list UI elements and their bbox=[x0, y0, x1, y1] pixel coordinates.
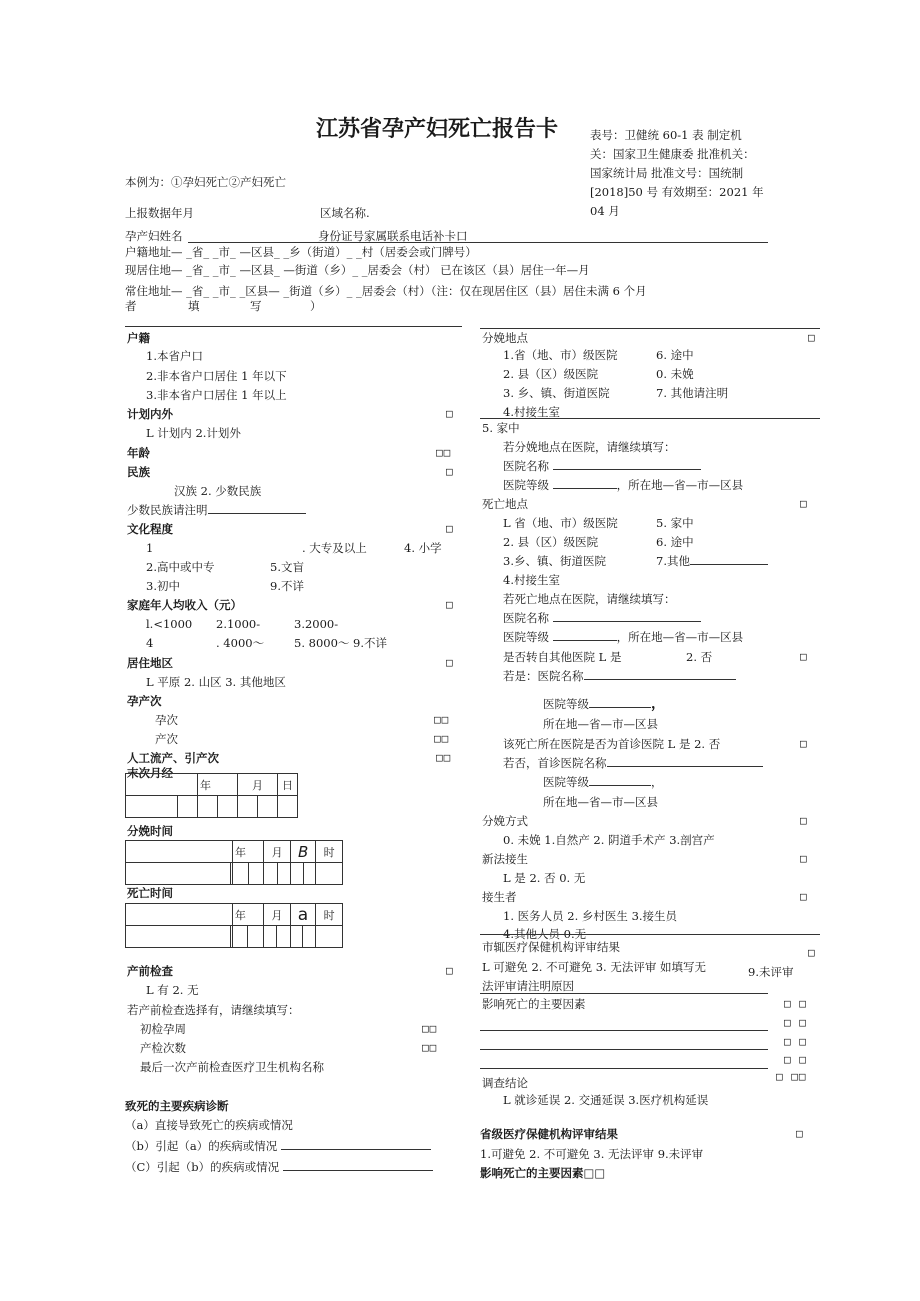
edu-option: 2.高中或中专 bbox=[146, 560, 215, 574]
cause-c-label: （C）引起（b）的疾病或情况 bbox=[125, 1160, 280, 1174]
death-hospital-level-label: 医院等级 bbox=[503, 630, 549, 644]
delivery-place-option: 4.村接生室 bbox=[503, 405, 560, 419]
grid-cell[interactable] bbox=[126, 863, 231, 885]
survey-options: L 就诊延误 2. 交通延误 3.医疗机构延误 bbox=[503, 1093, 709, 1107]
edu-option: 1 bbox=[146, 541, 154, 555]
delivery-mode-options: 0. 未娩 1.自然产 2. 阴道手术产 3.剖宫产 bbox=[503, 833, 715, 847]
divider bbox=[480, 328, 820, 329]
edu-option: 9.不详 bbox=[270, 579, 304, 593]
death-hospital-input[interactable] bbox=[553, 621, 701, 622]
death-place-option: 2. 县（区）级医院 bbox=[503, 535, 599, 549]
year-label: 年 bbox=[232, 904, 263, 926]
first-hospital-level bbox=[543, 775, 663, 789]
date-grid-lmp[interactable] bbox=[125, 773, 298, 818]
city-review-note: 法评审请注明原因 bbox=[482, 979, 574, 993]
grid-cell[interactable] bbox=[290, 926, 303, 948]
grid-cell[interactable] bbox=[178, 796, 198, 818]
death-place-title: 死亡地点 bbox=[482, 497, 528, 511]
usual-address-note: 填 bbox=[188, 299, 200, 313]
death-hospital-location: ，所在地—省—市—区县 bbox=[616, 630, 744, 644]
abortion-title: 人工流产、引产次 bbox=[127, 751, 219, 765]
huji-option: 3.非本省户口居住 1 年以上 bbox=[146, 388, 287, 402]
death-time-title: 死亡时间 bbox=[127, 886, 173, 900]
cause-b-input[interactable] bbox=[281, 1149, 431, 1150]
huji-option: 2.非本省户口居住 1 年以下 bbox=[146, 369, 287, 383]
ethnic-title: 民族 bbox=[127, 465, 150, 479]
transfer-level-input[interactable] bbox=[589, 707, 651, 708]
transfer-level-label: 医院等级 bbox=[543, 697, 589, 711]
delivery-place-option: 0. 未娩 bbox=[656, 367, 694, 381]
first-level-label: 医院等级 bbox=[543, 775, 589, 789]
month-label: 月 bbox=[238, 774, 278, 796]
delivery-hospital-input[interactable] bbox=[553, 469, 701, 470]
grid-cell[interactable] bbox=[126, 796, 178, 818]
area-options: L 平原 2. 山区 3. 其他地区 bbox=[146, 675, 286, 689]
cause-b-label: （b）引起（a）的疾病或情况 bbox=[125, 1139, 278, 1153]
death-place-option bbox=[656, 554, 768, 568]
lmp-title-clipped: 末次月经 bbox=[127, 766, 173, 780]
transfer-question: 是否转自其他医院 L 是 bbox=[503, 650, 622, 664]
page-title: 江苏省孕产妇死亡报告卡 bbox=[316, 117, 559, 142]
grid-cell[interactable] bbox=[303, 926, 316, 948]
income-option: l.<1000 bbox=[146, 617, 193, 631]
new-method-options: L 是 2. 否 0. 无 bbox=[503, 871, 586, 885]
cause-a: （a）直接导致死亡的疾病或情况 bbox=[125, 1118, 293, 1132]
edu-title: 文化程度 bbox=[127, 522, 173, 536]
delivery-mode-checkbox[interactable]: □ bbox=[800, 814, 808, 827]
ethnic-checkbox[interactable]: □ bbox=[446, 465, 454, 478]
city-review-checkbox[interactable]: □ bbox=[808, 946, 816, 959]
delivery-hospital-level bbox=[503, 478, 743, 492]
grid-cell[interactable] bbox=[258, 796, 278, 818]
hour-label: 时 bbox=[316, 904, 343, 926]
pregnancy-title: 孕产次 bbox=[127, 694, 162, 708]
divider bbox=[188, 242, 768, 243]
edu-option: 3.初中 bbox=[146, 579, 180, 593]
grid-cell[interactable] bbox=[278, 796, 298, 818]
death-place-note: 若死亡地点在医院，请继续填写： bbox=[503, 592, 676, 606]
death-place-other: 7.其他 bbox=[656, 554, 690, 568]
attendant-options: 1. 医务人员 2. 乡村医生 3.接生员 bbox=[503, 909, 678, 923]
income-title: 家庭年人均收入（元） bbox=[127, 598, 242, 612]
income-checkbox[interactable]: □ bbox=[446, 598, 454, 611]
usual-address: 常住地址— _省_ _市_ _区县— _街道（乡）_ _居委会（村）（注：仅在现居住区（县）居住未满 6 个月 bbox=[125, 284, 647, 298]
transfer-no: 2. 否 bbox=[686, 650, 713, 664]
usual-address-note: 写 bbox=[250, 299, 262, 313]
grid-cell[interactable] bbox=[218, 796, 238, 818]
first-check-week-boxes[interactable]: □□ bbox=[422, 1022, 438, 1035]
age-boxes[interactable]: □□ bbox=[436, 446, 452, 459]
death-place-option: 5. 家中 bbox=[656, 516, 694, 530]
factor-boxes[interactable]: □ □ bbox=[784, 1035, 807, 1048]
area-checkbox[interactable]: □ bbox=[446, 656, 454, 669]
form-meta-line: 国家统计局 批准文号：国统制 bbox=[590, 166, 744, 180]
survey-title: 调查结论 bbox=[482, 1076, 528, 1090]
day-label: B bbox=[291, 841, 316, 863]
transfer-hospital-label: 若是：医院名称 bbox=[503, 669, 584, 683]
grid-cell[interactable] bbox=[248, 863, 264, 885]
grid-cell[interactable] bbox=[198, 796, 218, 818]
divider bbox=[480, 993, 768, 994]
factor-boxes[interactable]: □ □□ bbox=[776, 1070, 807, 1083]
day-label: a bbox=[290, 904, 315, 926]
delivery-place-option: 2. 县（区）级医院 bbox=[503, 367, 599, 381]
grid-cell[interactable] bbox=[233, 863, 249, 885]
plan-options: L 计划内 2.计划外 bbox=[146, 426, 241, 440]
month-label: 月 bbox=[264, 841, 291, 863]
factor-line[interactable] bbox=[480, 1068, 768, 1069]
last-check-institution: 最后一次产前检查医疗卫生机构名称 bbox=[140, 1060, 324, 1074]
grid-cell[interactable] bbox=[248, 926, 264, 948]
para-label: 产次 bbox=[155, 732, 178, 746]
plan-title: 计划内外 bbox=[127, 407, 173, 421]
delivery-hospital-location: ，所在地—省—市—区县 bbox=[616, 478, 744, 492]
death-hospital-level-input[interactable] bbox=[553, 640, 617, 641]
income-option: 2.1000- bbox=[216, 617, 261, 631]
abortion-boxes[interactable]: □□ bbox=[436, 751, 452, 764]
death-place-option: L 省（地、市）级医院 bbox=[503, 516, 618, 530]
province-review-options: 1.可避免 2. 不可避免 3. 无法评审 9.未评审 bbox=[480, 1147, 704, 1161]
edu-option: . 大专及以上 bbox=[302, 541, 367, 555]
province-review-checkbox[interactable]: □ bbox=[796, 1127, 804, 1140]
edu-option: 4. 小学 bbox=[404, 541, 442, 555]
ethnic-note-label: 少数民族请注明 bbox=[127, 503, 208, 517]
current-address: 现居住地— _省_ _市_ —区县_ —街道（乡）_ _居委会（村） 已在该区（县）居住一年—月 bbox=[125, 263, 590, 277]
para-boxes[interactable]: □□ bbox=[434, 732, 450, 745]
check-count-label: 产检次数 bbox=[140, 1041, 186, 1055]
prenatal-checkbox[interactable]: □ bbox=[446, 964, 454, 977]
first-hospital-input[interactable] bbox=[607, 766, 763, 767]
first-level-mark: ， bbox=[651, 775, 663, 789]
gravida-label: 孕次 bbox=[155, 713, 178, 727]
grid-cell[interactable] bbox=[316, 926, 343, 948]
grid-cell bbox=[126, 841, 233, 863]
death-place-option: 3.乡、镇、街道医院 bbox=[503, 554, 606, 568]
cause-title: 致死的主要疾病诊断 bbox=[125, 1099, 229, 1113]
age-title: 年龄 bbox=[127, 446, 150, 460]
city-review-options: L 可避免 2. 不可避免 3. 无法评审 如填写无 bbox=[482, 960, 707, 974]
transfer-location: 所在地—省—市—区县 bbox=[543, 717, 658, 731]
grid-cell[interactable] bbox=[126, 926, 231, 948]
first-hospital-name bbox=[503, 756, 763, 770]
delivery-place-option: 3. 乡、镇、街道医院 bbox=[503, 386, 610, 400]
income-option: 4 bbox=[146, 636, 154, 650]
attendant-options-clipped: 4.其他人员 0.无 bbox=[503, 927, 587, 941]
transfer-hospital-input[interactable] bbox=[584, 679, 736, 680]
transfer-checkbox[interactable]: □ bbox=[800, 650, 808, 663]
divider bbox=[480, 934, 820, 935]
delivery-hospital-label: 医院名称 bbox=[503, 459, 549, 473]
date-grid-delivery[interactable] bbox=[125, 840, 343, 885]
first-check-week-label: 初检孕周 bbox=[140, 1022, 186, 1036]
death-place-other-input[interactable] bbox=[690, 564, 768, 565]
delivery-place-option: 6. 途中 bbox=[656, 348, 694, 362]
city-review-title: 市辄医疗保健机构评审结果 bbox=[482, 940, 620, 954]
form-meta-line: 04 月 bbox=[590, 204, 620, 218]
grid-cell[interactable] bbox=[264, 926, 277, 948]
factor-boxes[interactable]: □ □ bbox=[784, 1053, 807, 1066]
id-phone-line: 身份证号家属联系电话补卡口 bbox=[318, 229, 468, 243]
factor-line[interactable] bbox=[480, 1049, 768, 1050]
income-option: 5. 8000～ 9.不详 bbox=[294, 636, 388, 650]
death-place-option: 6. 途中 bbox=[656, 535, 694, 549]
first-hospital-label: 若否，首诊医院名称 bbox=[503, 756, 607, 770]
first-hospital-location: 所在地—省—市—区县 bbox=[543, 795, 658, 809]
grid-cell bbox=[126, 904, 233, 926]
divider bbox=[480, 418, 820, 419]
delivery-place-checkbox[interactable]: □ bbox=[808, 331, 816, 344]
death-place-checkbox[interactable]: □ bbox=[800, 497, 808, 510]
day-label: 日 bbox=[278, 774, 298, 796]
first-hospital-checkbox[interactable]: □ bbox=[800, 737, 808, 750]
attendant-title: 接生者 bbox=[482, 890, 517, 904]
check-count-boxes[interactable]: □□ bbox=[422, 1041, 438, 1054]
huji-title: 户籍 bbox=[127, 331, 150, 345]
transfer-hospital-level bbox=[543, 697, 665, 711]
case-type-field: 本例为：①孕妇死亡②产妇死亡 bbox=[125, 175, 286, 189]
attendant-checkbox[interactable]: □ bbox=[800, 890, 808, 903]
date-grid-death[interactable] bbox=[125, 903, 343, 948]
grid-cell[interactable] bbox=[238, 796, 258, 818]
delivery-place-title: 分娩地点 bbox=[482, 331, 528, 345]
grid-cell[interactable] bbox=[316, 863, 343, 885]
delivery-hospital-name bbox=[503, 459, 701, 473]
ethnic-options: 汉族 2. 少数民族 bbox=[174, 484, 262, 498]
factor-line[interactable] bbox=[480, 1030, 768, 1031]
hour-label: 时 bbox=[316, 841, 343, 863]
first-level-input[interactable] bbox=[589, 785, 651, 786]
first-hospital-question: 该死亡所在医院是否为首诊医院 L 是 2. 否 bbox=[503, 737, 721, 751]
cause-b bbox=[125, 1139, 431, 1153]
income-option: 3.2000- bbox=[294, 617, 339, 631]
cause-c-input[interactable] bbox=[283, 1170, 433, 1171]
delivery-time-title: 分娩时间 bbox=[127, 824, 173, 838]
edu-checkbox[interactable]: □ bbox=[446, 522, 454, 535]
region-name-label: 区域名称. bbox=[320, 206, 370, 220]
form-meta-line: [2018]50 号 有效期至：2021 年 bbox=[590, 185, 764, 199]
prenatal-title: 产前检查 bbox=[127, 964, 173, 978]
delivery-hospital-level-input[interactable] bbox=[553, 488, 617, 489]
delivery-place-note: 若分娩地点在医院，请继续填写： bbox=[503, 440, 676, 454]
factor-boxes[interactable]: □ □ bbox=[784, 997, 807, 1010]
cause-c bbox=[125, 1160, 433, 1174]
month-label: 月 bbox=[264, 904, 291, 926]
grid-cell bbox=[126, 774, 198, 796]
delivery-place-option: 1.省（地、市）级医院 bbox=[503, 348, 618, 362]
delivery-place-option: 5. 家中 bbox=[482, 421, 520, 435]
transfer-hospital bbox=[503, 669, 736, 683]
death-place-option: 4.村接生室 bbox=[503, 573, 560, 587]
grid-cell[interactable] bbox=[264, 863, 277, 885]
prenatal-options: L 有 2. 无 bbox=[146, 983, 199, 997]
province-death-factors: 影响死亡的主要因素□□ bbox=[480, 1166, 606, 1180]
death-factors-title: 影响死亡的主要因素 bbox=[482, 997, 586, 1011]
area-title: 居住地区 bbox=[127, 656, 173, 670]
usual-address-note: ） bbox=[310, 299, 322, 313]
name-label: 孕产妇姓名 bbox=[125, 229, 183, 243]
delivery-mode-title: 分娩方式 bbox=[482, 814, 528, 828]
gravida-boxes[interactable]: □□ bbox=[434, 713, 450, 726]
prenatal-note: 若产前检查选择有，请继续填写： bbox=[127, 1003, 300, 1017]
delivery-place-option: 7. 其他请注明 bbox=[656, 386, 729, 400]
edu-option: 5.文盲 bbox=[270, 560, 304, 574]
form-meta-line: 表号：卫健统 60-1 表 制定机 bbox=[590, 128, 742, 142]
plan-checkbox[interactable]: □ bbox=[446, 407, 454, 420]
household-address: 户籍地址— _省_ _市_ —区县_ _乡（街道）_ _村（居委会或门牌号） bbox=[125, 245, 477, 259]
ethnic-note-input[interactable] bbox=[208, 513, 306, 514]
income-option: . 4000～ bbox=[216, 636, 265, 650]
factor-boxes[interactable]: □ □ bbox=[784, 1016, 807, 1029]
usual-address-note: 者 bbox=[125, 299, 137, 313]
new-method-checkbox[interactable]: □ bbox=[800, 852, 808, 865]
year-label: 年 bbox=[198, 774, 238, 796]
ethnic-note bbox=[127, 503, 306, 517]
delivery-hospital-level-label: 医院等级 bbox=[503, 478, 549, 492]
death-hospital-name bbox=[503, 611, 701, 625]
huji-option: 1.本省户口 bbox=[146, 349, 203, 363]
grid-cell[interactable] bbox=[291, 863, 304, 885]
new-method-title: 新法接生 bbox=[482, 852, 528, 866]
grid-cell[interactable] bbox=[277, 863, 290, 885]
city-review-not-reviewed: 9.未评审 bbox=[748, 965, 794, 979]
grid-cell[interactable] bbox=[277, 926, 290, 948]
form-meta-line: 关：国家卫生健康委 批准机关： bbox=[590, 147, 755, 161]
year-label: 年 bbox=[233, 841, 264, 863]
transfer-level-mark: ， bbox=[651, 696, 665, 712]
death-hospital-label: 医院名称 bbox=[503, 611, 549, 625]
divider bbox=[125, 326, 462, 327]
grid-cell[interactable] bbox=[303, 863, 316, 885]
province-review-title: 省级医疗保健机构评审结果 bbox=[480, 1127, 618, 1141]
death-hospital-level bbox=[503, 630, 743, 644]
report-month-label: 上报数据年月 bbox=[125, 206, 194, 220]
grid-cell[interactable] bbox=[232, 926, 248, 948]
